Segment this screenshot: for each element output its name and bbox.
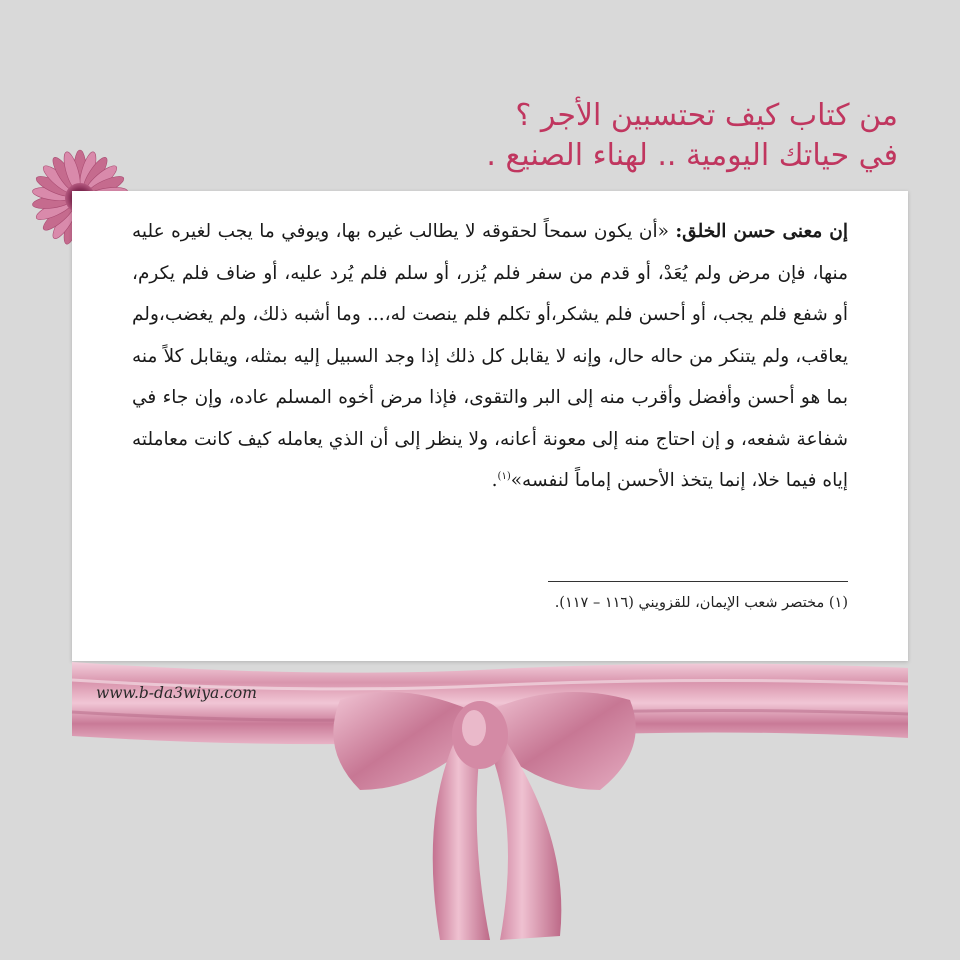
quote-card xyxy=(72,191,908,661)
title-line-2: في حياتك اليومية .. لهناء الصنيع . xyxy=(486,138,898,173)
footnote-divider xyxy=(548,581,848,582)
footnote: (١) مختصر شعب الإيمان، للقزويني (١١٦ – ١١٧). xyxy=(554,595,848,611)
footnote-marker: (١) xyxy=(497,470,511,482)
website-watermark: www.b-da3wiya.com xyxy=(96,684,257,702)
title-line-1: من كتاب كيف تحتسبين الأجر ؟ xyxy=(515,98,898,133)
quote-lead: إن معنى حسن الخلق: xyxy=(675,221,848,242)
quote-text: «أن يكون سمحاً لحقوقه لا يطالب غيره بها، ويوفي ما يجب لغيره عليه منها، فإن مرض ولم يُعَدْ، أو قدم من سفر فلم يُزر، أو سلم فلم يُرد عليه، أو ضاف فلم يكرم، أو شفع فلم يجب، أو أحسن فلم يشكر،أو تكلم فلم ينصت له،... وما أشبه ذلك، ولم يغضب،ولم يعاقب، ولم يتنكر من حاله حال، وإنه لا يقابل كل ذلك إذا وجد السبيل إليه بمثله، ويقابل كلاً منه بما هو أحسن وأفضل وأقرب منه إلى البر والتقوى، فإذا مرض أخوه المسلم عاده، وإن جاء في شفاعة شفعه، و إن احتاج منه إلى معونة أعانه، ولا ينظر إلى أن الذي يعامله كيف كانت معاملته إياه فيما خلا، إنما يتخذ الأحسن إماماً لنفسه» xyxy=(132,221,848,491)
page-title xyxy=(278,96,898,176)
quote-ending: . xyxy=(491,470,498,491)
quote-body xyxy=(132,211,848,502)
